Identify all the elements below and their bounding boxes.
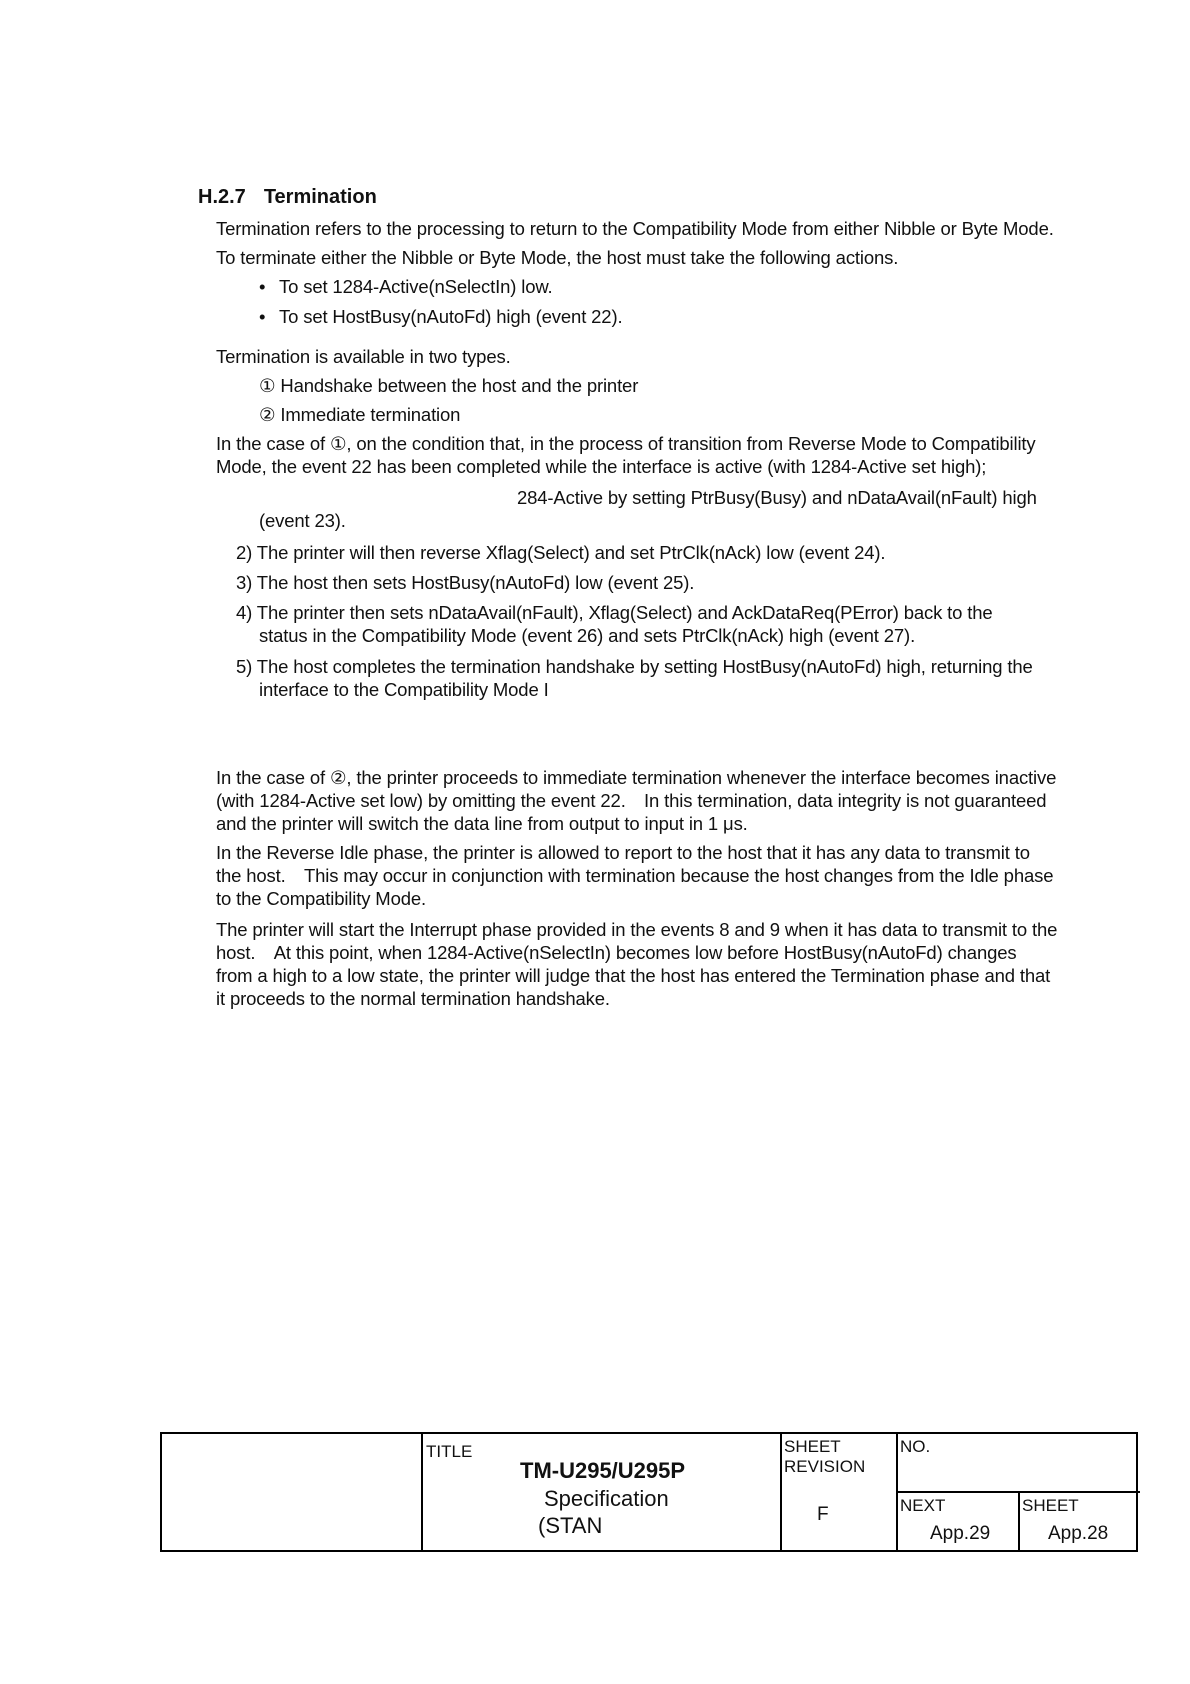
title-label: TITLE (426, 1442, 473, 1461)
divider (780, 1434, 782, 1550)
revision-value: F (817, 1504, 829, 1525)
model-name: TM-U295/U295P (520, 1458, 686, 1483)
footer-title-block (160, 1432, 1138, 1552)
intro-line-1: Termination refers to the processing to return to the Compatibility Mode from either Nibble or Byte Mode. (216, 218, 1054, 239)
action-item: • To set HostBusy(nAutoFd) high (event 22). (259, 306, 623, 327)
paragraph-line: In the case of ②, the printer proceeds to immediate termination whenever the interface becomes inactive (216, 767, 1057, 788)
type-item-1: ① Handshake between the host and the printer (259, 375, 639, 396)
sheet-label: SHEET (1022, 1496, 1079, 1515)
case1-line-2: Mode, the event 22 has been completed while the interface is active (with 1284-Active set high); (216, 456, 987, 477)
doc-title-line-1: Specification (544, 1486, 669, 1511)
bullet-icon: • (259, 276, 266, 297)
no-label: NO. (900, 1437, 931, 1456)
step-item-continuation: status in the Compatibility Mode (event 26) and sets PtrClk(nAck) high (event 27). (259, 625, 916, 646)
case1-line-1: In the case of ①, on the condition that, in the process of transition from Reverse Mode to Compatibility (216, 433, 1036, 454)
next-sheet-value: App.29 (930, 1523, 991, 1544)
paragraph-line: from a high to a low state, the printer will judge that the host has entered the Termination phase and that (216, 965, 1051, 986)
action-item: • To set 1284-Active(nSelectIn) low. (259, 276, 553, 297)
paragraph-line: The printer will start the Interrupt phase provided in the events 8 and 9 when it has data to transmit to the (216, 919, 1058, 940)
sheet-value: App.28 (1048, 1523, 1109, 1544)
step-item: 2) The printer will then reverse Xflag(Select) and set PtrClk(nAck) low (event 24). (236, 542, 886, 563)
step-item: 5) The host completes the termination handshake by setting HostBusy(nAutoFd) high, returning the (236, 656, 1033, 677)
section-heading (198, 186, 377, 209)
step1-continuation: (event 23). (259, 510, 346, 531)
divider (1018, 1491, 1020, 1550)
intro-line-2: To terminate either the Nibble or Byte Mode, the host must take the following actions. (216, 247, 899, 268)
step-item: 4) The printer then sets nDataAvail(nFault), Xflag(Select) and AckDataReq(PError) back to the (236, 602, 993, 623)
types-intro: Termination is available in two types. (216, 346, 511, 367)
sheet-revision-label: SHEET (784, 1437, 841, 1456)
paragraph-line: to the Compatibility Mode. (216, 888, 426, 909)
paragraph-line: it proceeds to the normal termination handshake. (216, 988, 610, 1009)
paragraph-line: and the printer will switch the data line from output to input in 1 μs. (216, 813, 748, 834)
paragraph-line: the host. This may occur in conjunction with termination because the host changes from the Idle phase (216, 865, 1054, 886)
type-item-2: ② Immediate termination (259, 404, 461, 425)
paragraph-line: In the Reverse Idle phase, the printer is allowed to report to the host that it has any data to transmit to (216, 842, 1030, 863)
paragraph-line: host. At this point, when 1284-Active(nSelectIn) becomes low before HostBusy(nAutoFd) changes (216, 942, 1017, 963)
doc-title-line-2: (STAN (538, 1513, 603, 1538)
paragraph-line: (with 1284-Active set low) by omitting the event 22. In this termination, data integrity is not guaranteed (216, 790, 1047, 811)
bullet-icon: • (259, 306, 266, 327)
step-item-continuation: interface to the Compatibility Mode I (259, 679, 549, 700)
sheet-revision-label: REVISION (784, 1457, 866, 1476)
divider (421, 1434, 423, 1550)
step1-fragment: 284-Active by setting PtrBusy(Busy) and nDataAvail(nFault) high (517, 487, 1037, 508)
step-item: 3) The host then sets HostBusy(nAutoFd) low (event 25). (236, 572, 695, 593)
section-number: H.2.7 (198, 186, 246, 208)
section-title: Termination (263, 186, 377, 208)
next-label: NEXT (900, 1496, 946, 1515)
